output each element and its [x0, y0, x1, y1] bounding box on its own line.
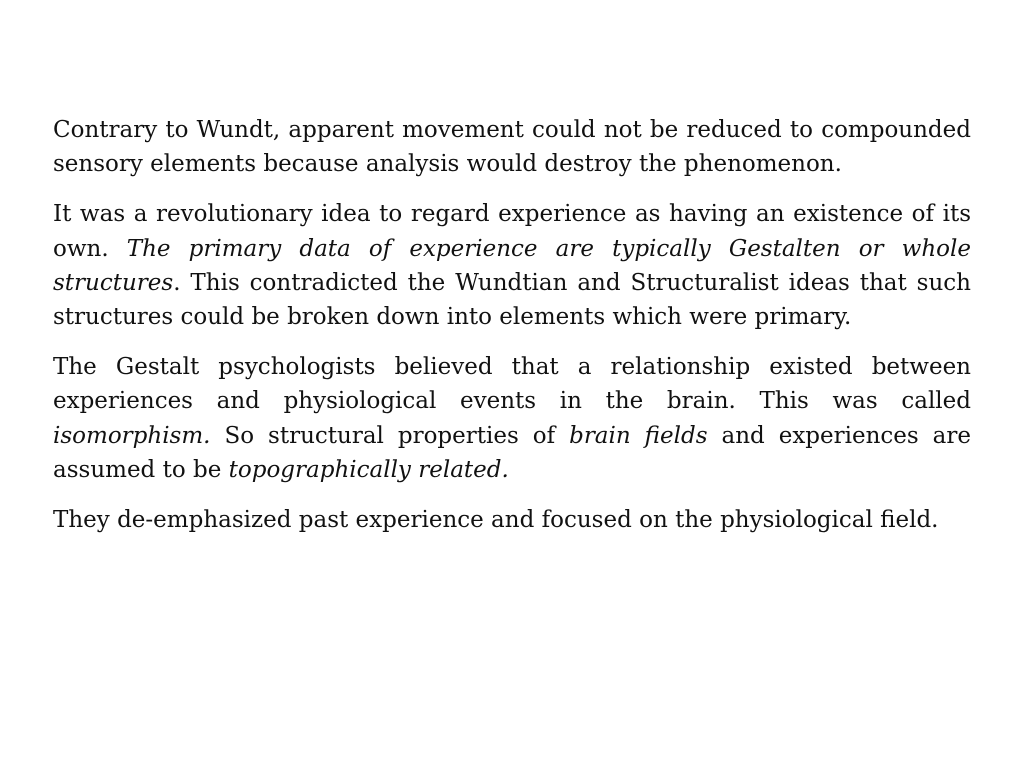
italic-term-topographically-related: topographically related. [228, 456, 509, 483]
paragraph-text: They de-emphasized past experience and focused on the physiological field. [53, 507, 939, 534]
paragraph-text: and experiences are assumed to be [53, 422, 971, 483]
paragraph-text: It was a revolutionary idea to regard experience as having an existence of its own. [53, 201, 971, 262]
paragraph-text: . This contradicted the Wundtian and Structuralist ideas that such structures could be broken down into elements which were primary. [53, 269, 971, 331]
paragraph-revolutionary-idea [53, 197, 971, 334]
paragraph-isomorphism [53, 350, 971, 487]
paragraph-text: The Gestalt psychologists believed that a relationship existed between experiences and physiological events in the brain. This was called [53, 354, 971, 415]
italic-emphasis: The primary data of experience are typically Gestalten or whole structures [53, 235, 971, 296]
italic-term-isomorphism: isomorphism. [53, 422, 211, 449]
italic-term-brain-fields: brain fields [569, 422, 708, 449]
document-body [53, 113, 971, 537]
paragraph-past-experience [53, 503, 971, 537]
paragraph-text: Contrary to Wundt, apparent movement could not be reduced to compounded sensory elements because analysis would destroy the phenomenon. [53, 117, 971, 178]
paragraph-wundt-contrast [53, 113, 971, 181]
paragraph-text: So structural properties of [210, 422, 570, 449]
